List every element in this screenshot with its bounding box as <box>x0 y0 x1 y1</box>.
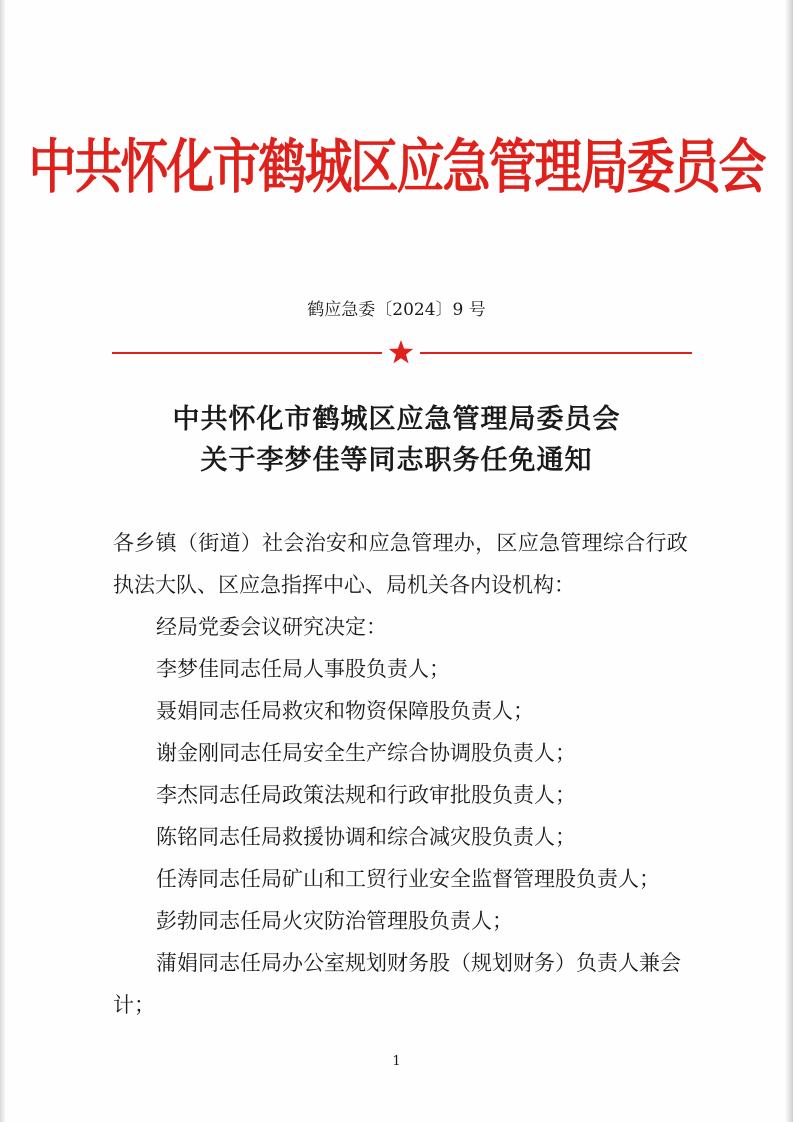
appointment-item: 蒲娟同志任局办公室规划财务股（规划财务）负责人兼会 <box>156 951 681 975</box>
appointment-item: 李杰同志任局政策法规和行政审批股负责人； <box>156 783 576 807</box>
addressee-line-1: 各乡镇（街道）社会治安和应急管理办，区应急管理综合行政 <box>113 531 689 555</box>
document-title-line-2: 关于李梦佳等同志职务任免通知 <box>200 445 593 476</box>
star-shape <box>389 340 413 363</box>
star-icon <box>388 339 414 365</box>
appointment-item: 陈铭同志任局救援协调和综合减灾股负责人； <box>156 825 576 849</box>
addressee-line-2: 执法大队、区应急指挥中心、局机关各内设机构： <box>113 573 575 597</box>
appointment-item: 任涛同志任局矿山和工贸行业安全监督管理股负责人； <box>156 867 660 891</box>
red-divider-left <box>112 352 382 354</box>
appointment-continuation: 计； <box>113 993 155 1017</box>
appointment-item: 李梦佳同志任局人事股负责人； <box>156 657 450 681</box>
appointment-item: 聂娟同志任局救灾和物资保障股负责人； <box>156 699 534 723</box>
intro-paragraph: 经局党委会议研究决定： <box>156 615 387 639</box>
document-title-line-1: 中共怀化市鹤城区应急管理局委员会 <box>172 404 621 435</box>
appointment-item: 彭勃同志任局火灾防治管理股负责人； <box>156 909 513 933</box>
document-number: 鹤应急委〔2024〕9 号 <box>307 300 486 320</box>
appointment-item: 谢金刚同志任局安全生产综合协调股负责人； <box>156 741 576 765</box>
page-number: 1 <box>392 1054 401 1069</box>
issuer-masthead: 中共怀化市鹤城区应急管理局委员会 <box>28 133 765 202</box>
red-divider-right <box>420 352 692 354</box>
